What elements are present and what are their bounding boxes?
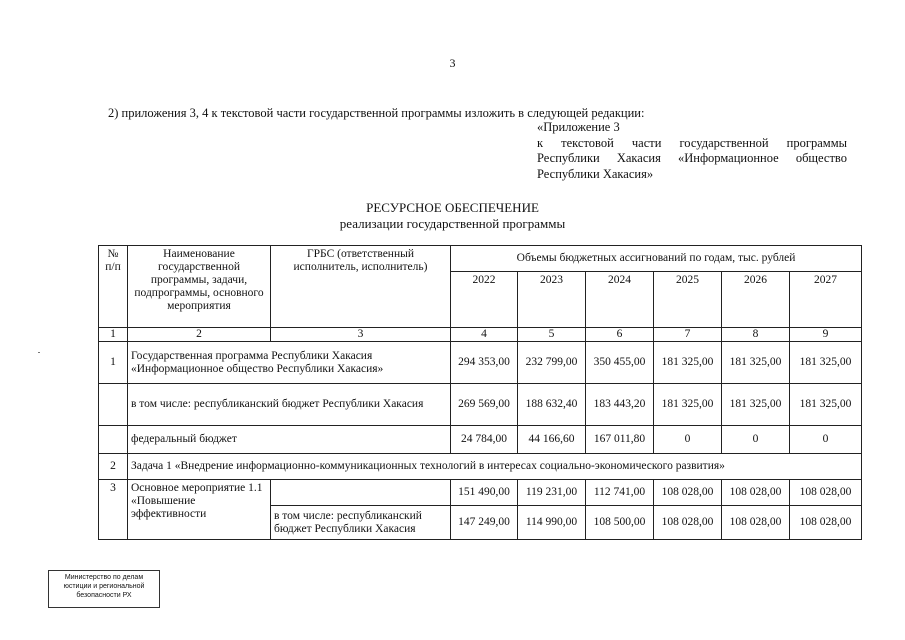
stamp-line-1: Министерство по делам [64, 574, 144, 581]
empty-cell [99, 426, 128, 454]
task-title: Задача 1 «Внедрение информационно-коммуникационных технологий в интересах социально-экономического развития» [128, 454, 862, 480]
scan-speck [38, 352, 40, 353]
col-number: 6 [586, 328, 654, 342]
program-name: Государственная программа Республики Хакасия «Информационное общество Республики Хакасия» [128, 342, 451, 384]
header-year: 2027 [790, 272, 862, 328]
page-number: 3 [449, 56, 456, 70]
ministry-stamp [48, 570, 160, 608]
col-number: 2 [128, 328, 271, 342]
value-cell: 108 500,00 [586, 506, 654, 540]
header-num: № п/п [99, 246, 128, 328]
value-cell: 183 443,20 [586, 384, 654, 426]
value-cell: 114 990,00 [518, 506, 586, 540]
stamp-line-3: безопасности РХ [76, 592, 132, 599]
col-number: 9 [790, 328, 862, 342]
value-cell: 181 325,00 [654, 342, 722, 384]
value-cell: 151 490,00 [451, 480, 518, 506]
col-number: 8 [722, 328, 790, 342]
appendix-line-2: к текстовой части государственной программы [537, 135, 847, 150]
col-number: 4 [451, 328, 518, 342]
table-row [99, 454, 862, 480]
title-line-1: РЕСУРСНОЕ ОБЕСПЕЧЕНИЕ [366, 200, 539, 215]
value-cell: 0 [654, 426, 722, 454]
value-cell: 119 231,00 [518, 480, 586, 506]
value-cell: 112 741,00 [586, 480, 654, 506]
header-name: Наименование государственной программы, задачи, подпрограммы, основного мероприятия [128, 246, 271, 328]
value-cell: 350 455,00 [586, 342, 654, 384]
value-cell: 108 028,00 [722, 506, 790, 540]
republic-budget-label: в том числе: республиканский бюджет Республики Хакасия [128, 384, 451, 426]
value-cell: 0 [790, 426, 862, 454]
value-cell: 181 325,00 [722, 342, 790, 384]
document-title [0, 200, 905, 232]
value-cell: 108 028,00 [654, 480, 722, 506]
table-row [99, 342, 862, 384]
value-cell: 181 325,00 [654, 384, 722, 426]
activity-name: Основное мероприятие 1.1 «Повышение эффективности [128, 480, 271, 540]
header-row-1 [99, 246, 862, 272]
republic-budget-grbs: в том числе: республиканский бюджет Республики Хакасия [271, 506, 451, 540]
value-cell: 294 353,00 [451, 342, 518, 384]
value-cell: 108 028,00 [654, 506, 722, 540]
appendix-line-3: Республики Хакасия «Информационное общество [537, 151, 847, 165]
empty-cell [271, 480, 451, 506]
value-cell: 108 028,00 [790, 480, 862, 506]
header-volumes: Объемы бюджетных ассигнований по годам, тыс. рублей [451, 246, 862, 272]
header-year: 2023 [518, 272, 586, 328]
row-number: 1 [99, 342, 128, 384]
col-number: 7 [654, 328, 722, 342]
table-row [99, 480, 862, 506]
stamp-line-2: юстиции и региональной [63, 583, 145, 590]
column-numbers-row [99, 328, 862, 342]
header-year: 2022 [451, 272, 518, 328]
value-cell: 269 569,00 [451, 384, 518, 426]
value-cell: 181 325,00 [790, 342, 862, 384]
row-number: 3 [99, 480, 128, 540]
value-cell: 232 799,00 [518, 342, 586, 384]
table-row [99, 426, 862, 454]
header-year: 2025 [654, 272, 722, 328]
federal-budget-label: федеральный бюджет [128, 426, 451, 454]
header-year: 2026 [722, 272, 790, 328]
value-cell: 108 028,00 [722, 480, 790, 506]
table-row [99, 384, 862, 426]
value-cell: 147 249,00 [451, 506, 518, 540]
value-cell: 188 632,40 [518, 384, 586, 426]
resource-table [98, 245, 862, 540]
value-cell: 181 325,00 [722, 384, 790, 426]
value-cell: 108 028,00 [790, 506, 862, 540]
value-cell: 0 [722, 426, 790, 454]
value-cell: 44 166,60 [518, 426, 586, 454]
value-cell: 181 325,00 [790, 384, 862, 426]
empty-cell [99, 384, 128, 426]
appendix-header [537, 120, 847, 182]
intro-text: 2) приложения 3, 4 к текстовой части государственной программы изложить в следующей редакции: [108, 106, 645, 120]
appendix-line-4: Республики Хакасия» [537, 166, 654, 181]
col-number: 1 [99, 328, 128, 342]
row-number: 2 [99, 454, 128, 480]
appendix-line-1: «Приложение 3 [537, 120, 620, 134]
col-number: 3 [271, 328, 451, 342]
value-cell: 24 784,00 [451, 426, 518, 454]
title-line-2: реализации государственной программы [339, 216, 566, 231]
value-cell: 167 011,80 [586, 426, 654, 454]
header-year: 2024 [586, 272, 654, 328]
col-number: 5 [518, 328, 586, 342]
header-grbs: ГРБС (ответственный исполнитель, исполнитель) [271, 246, 451, 328]
